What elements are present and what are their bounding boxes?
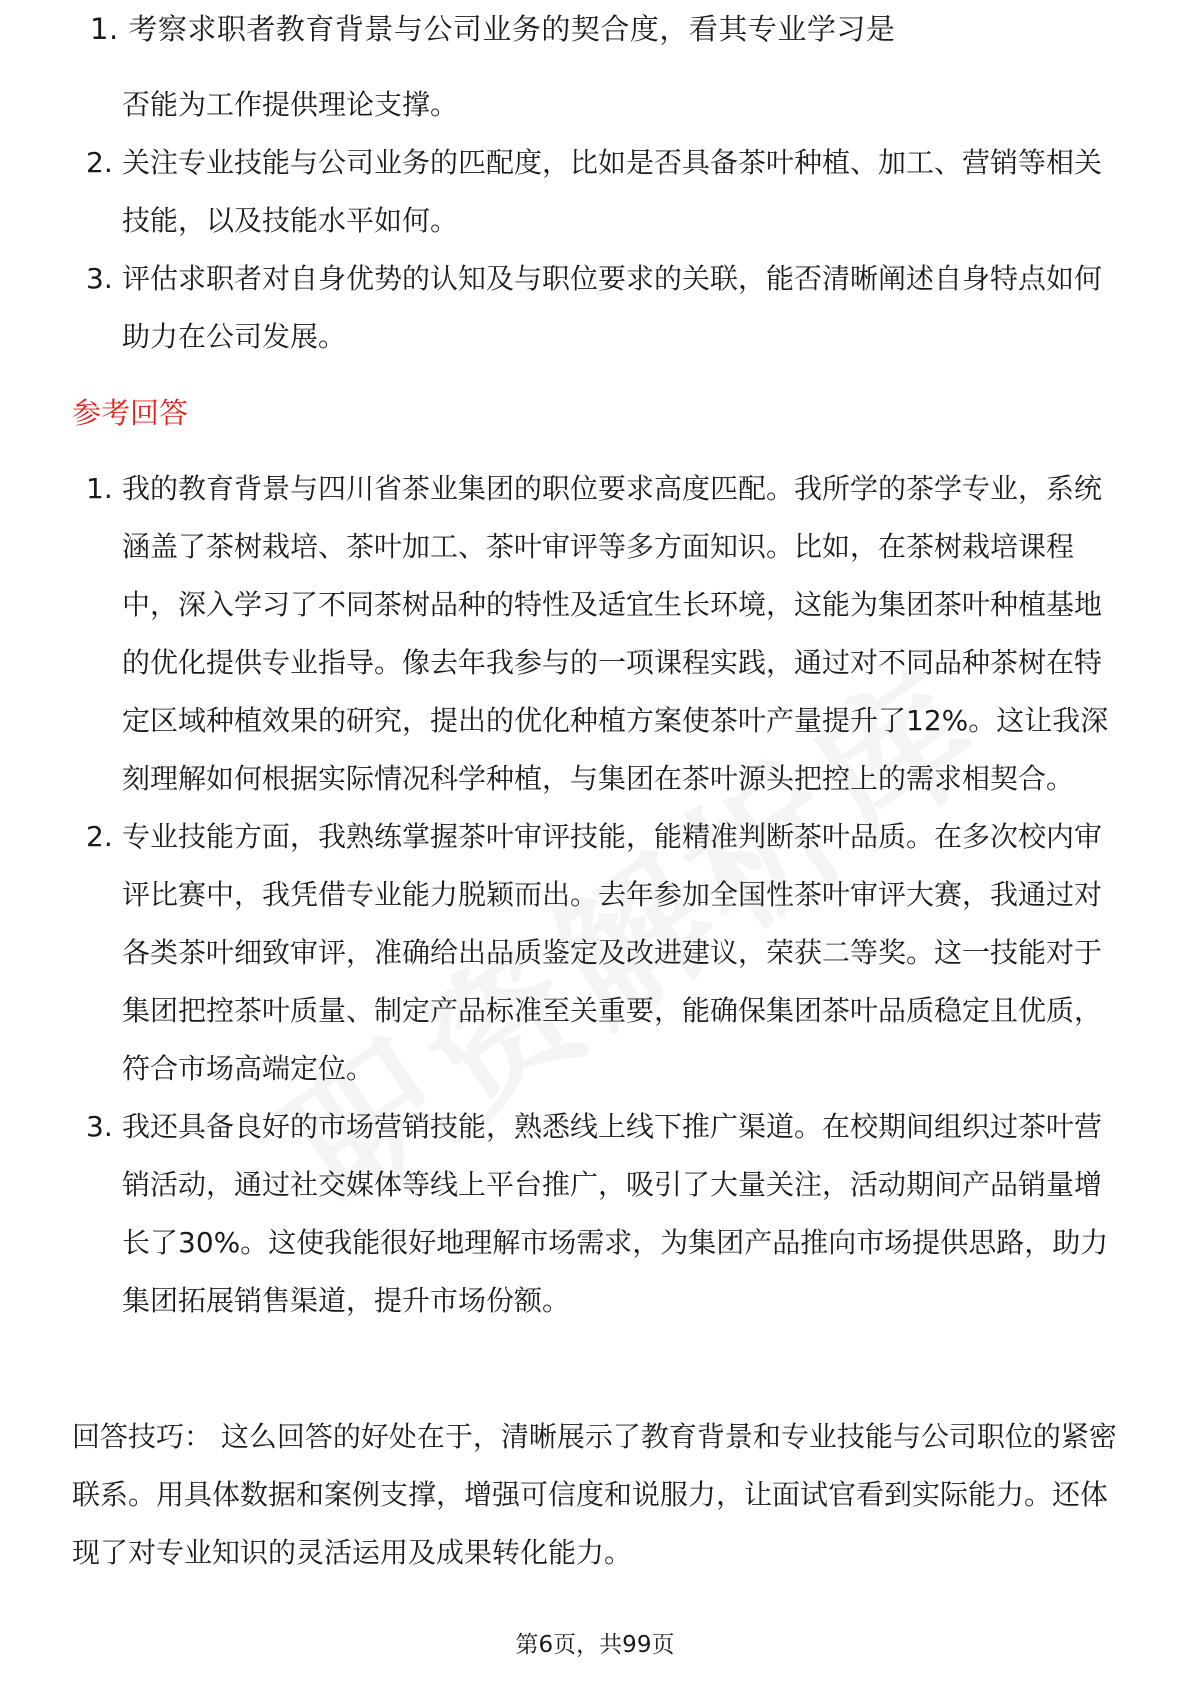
list-item [66,1098,1126,1330]
reference-answer-heading: 参考回答 [72,396,189,430]
answer-tips [72,1408,1132,1582]
list-item [66,250,1126,366]
list-item [66,808,1126,1098]
list-item-text: 关注专业技能与公司业务的匹配度，比如是否具备茶叶种植、加工、营销等相关技能，以及技能水平如何。 [122,146,1103,237]
list-item-text: 我的教育背景与四川省茶业集团的职位要求高度匹配。我所学的茶学专业，系统涵盖了茶树栽培、茶叶加工、茶叶审评等多方面知识。比如，在茶树栽培课程中，深入学习了不同茶树品种的特性及适宜生长环境，这能为集团茶叶种植基地的优化提供专业指导。像去年我参与的一项课程实践，通过对不同品种茶树在特定区域种植效果的研究，提出的优化种植方案使茶叶产量提升了12%。这让我深刻理解如何根据实际情况科学种植，与集团在茶叶源头把控上的需求相契合。 [122,472,1109,795]
page-number: 第6页，共99页 [515,1632,675,1658]
list-item-number: 2. [86,146,113,179]
list-item-number: 3. [86,1110,113,1143]
list-item [66,460,1126,808]
list-item-number: 2. [86,820,113,853]
cutoff-text-line [90,12,1120,52]
list-item-text: 专业技能方面，我熟练掌握茶叶审评技能，能精准判断茶叶品质。在多次校内审评比赛中，我凭借专业能力脱颖而出。去年参加全国性茶叶审评大赛，我通过对各类茶叶细致审评，准确给出品质鉴定及改进建议，荣获二等奖。这一技能对于集团把控茶叶质量、制定产品标准至关重要，能确保集团茶叶品质稳定且优质，符合市场高端定位。 [122,820,1103,1085]
criteria-list [66,76,1126,366]
tips-text: 这么回答的好处在于，清晰展示了教育背景和专业技能与公司职位的紧密联系。用具体数据和案例支撑，增强可信度和说服力，让面试官看到实际能力。还体现了对专业知识的灵活运用及成果转化能力。 [72,1420,1117,1569]
list-item-text: 我还具备良好的市场营销技能，熟悉线上线下推广渠道。在校期间组织过茶叶营销活动，通过社交媒体等线上平台推广，吸引了大量关注，活动期间产品销量增长了30%。这使我能很好地理解市场需求，为集团产品推向市场提供思路，助力集团拓展销售渠道，提升市场份额。 [122,1110,1109,1317]
answer-list [66,460,1126,1330]
list-item-text: 否能为工作提供理论支撑。 [122,88,459,121]
list-item-number: 3. [86,262,113,295]
list-item-number: 1. [86,472,113,505]
list-item [66,134,1126,250]
tips-label: 回答技巧： [72,1420,213,1453]
cutoff-text: 1. 考察求职者教育背景与公司业务的契合度，看其专业学习是 [90,12,896,46]
list-item [66,76,1126,134]
list-item-text: 评估求职者对自身优势的认知及与职位要求的关联，能否清晰阐述自身特点如何助力在公司发展。 [122,262,1103,353]
